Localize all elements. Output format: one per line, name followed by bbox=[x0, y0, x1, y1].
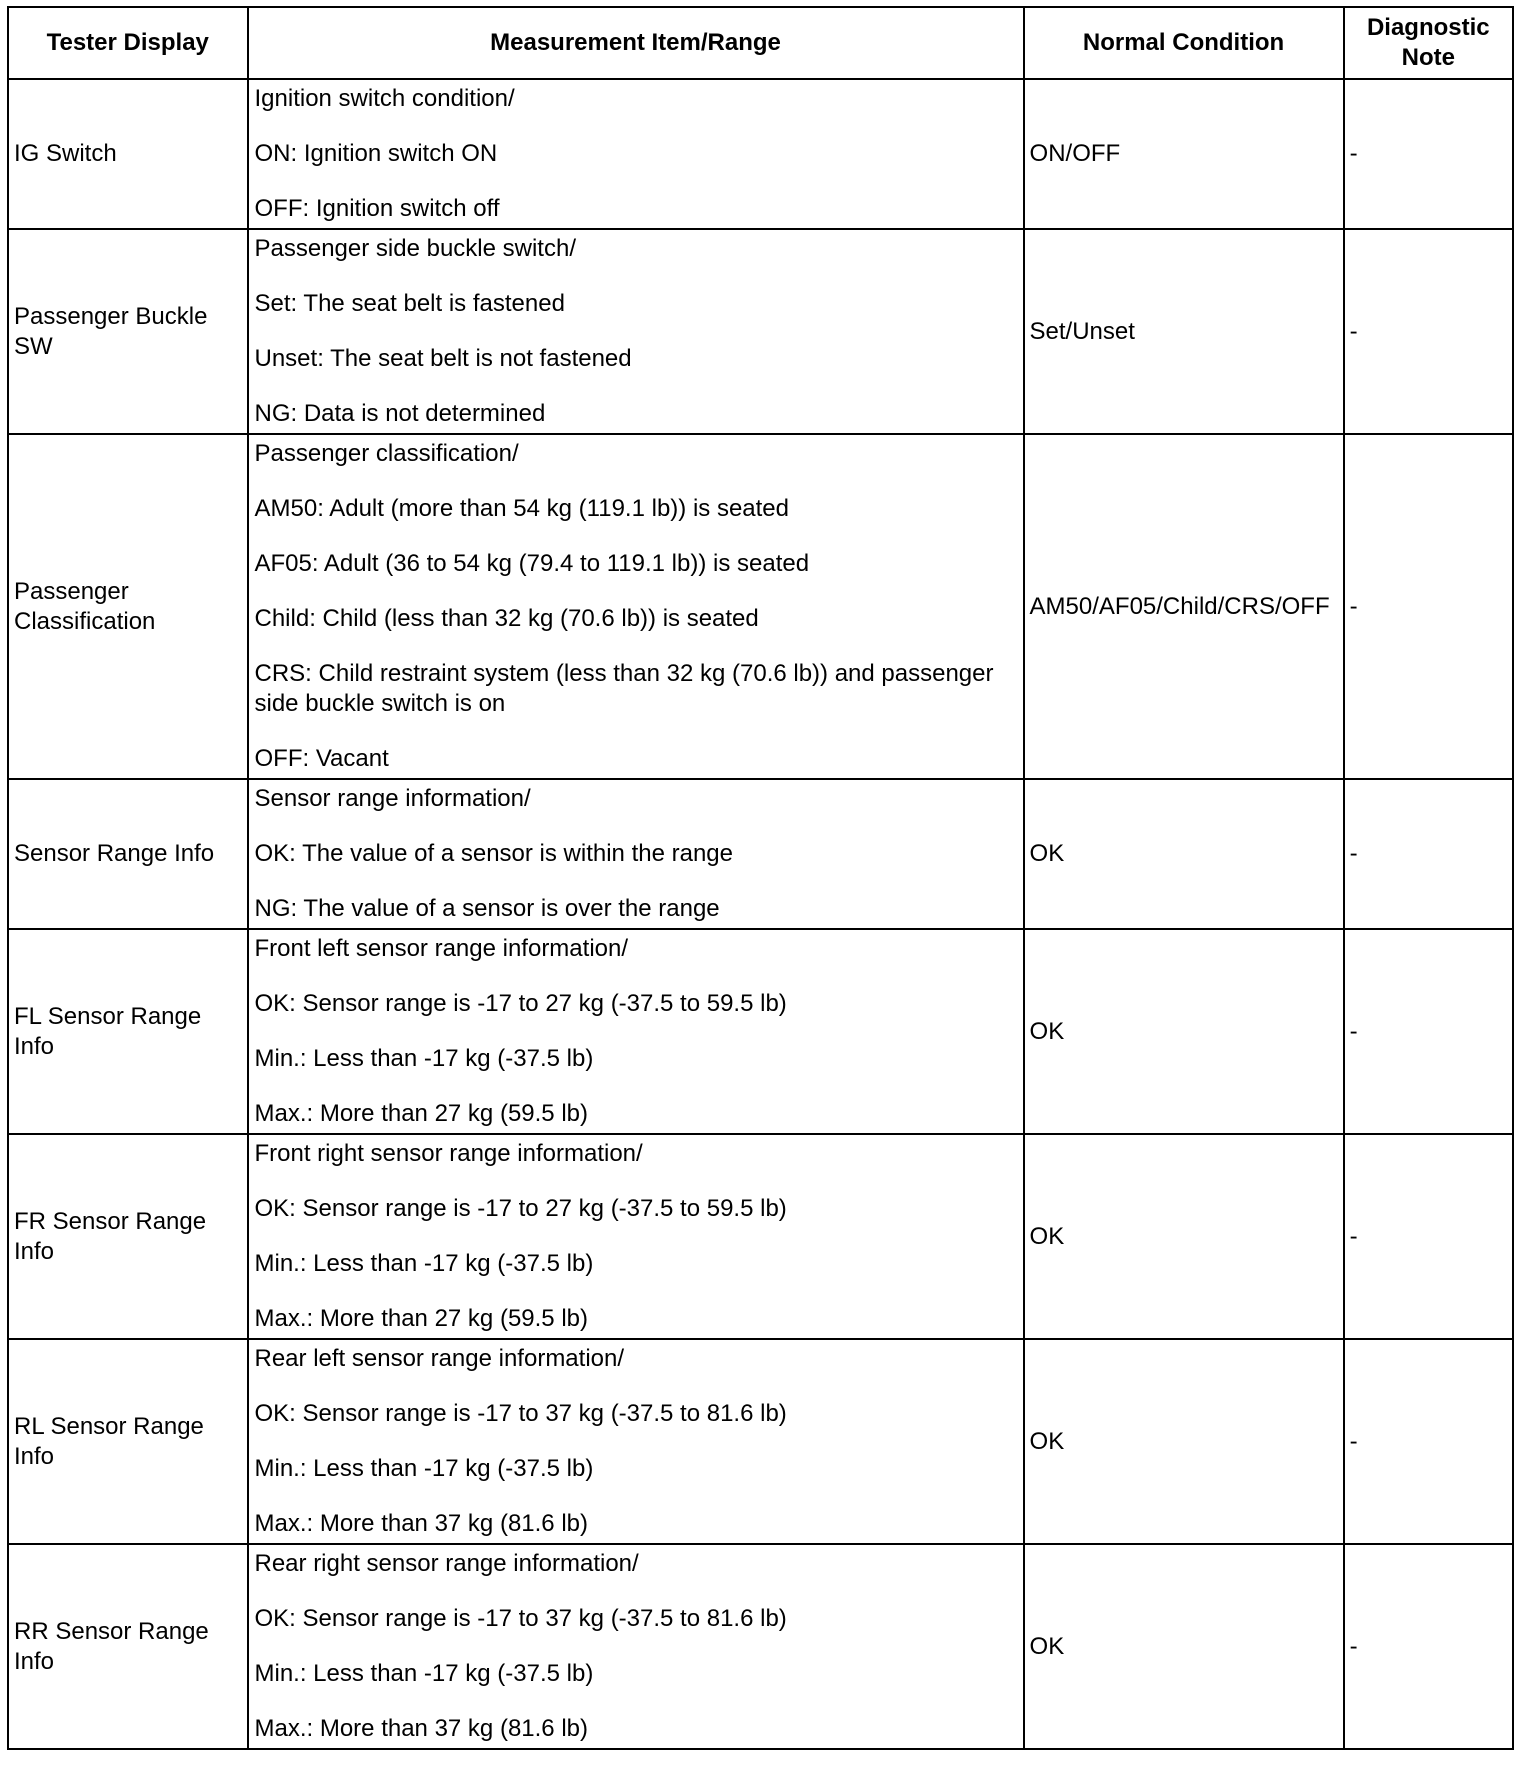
measurement-line: OK: Sensor range is -17 to 37 kg (-37.5 to 81.6 lb) bbox=[254, 1400, 787, 1427]
diagnostic-note-cell: - bbox=[1344, 79, 1513, 229]
normal-condition-cell: Set/Unset bbox=[1024, 229, 1344, 434]
measurement-line: Set: The seat belt is fastened bbox=[254, 290, 565, 317]
measurement-cell bbox=[248, 229, 1024, 434]
header-tester-display: Tester Display bbox=[8, 7, 248, 79]
tester-display-cell: FL Sensor Range Info bbox=[8, 929, 248, 1134]
measurement-line: NG: Data is not determined bbox=[254, 400, 546, 427]
measurement-line: Min.: Less than -17 kg (-37.5 lb) bbox=[254, 1045, 594, 1072]
measurement-line: Child: Child (less than 32 kg (70.6 lb)) is seated bbox=[254, 605, 759, 632]
measurement-cell bbox=[248, 1134, 1024, 1339]
measurement-line: Sensor range information/ bbox=[254, 785, 531, 812]
measurement-cell bbox=[248, 929, 1024, 1134]
tester-display-cell: Sensor Range Info bbox=[8, 779, 248, 929]
measurement-cell bbox=[248, 79, 1024, 229]
measurement-line: Max.: More than 37 kg (81.6 lb) bbox=[254, 1510, 588, 1537]
measurement-line: Max.: More than 37 kg (81.6 lb) bbox=[254, 1715, 588, 1742]
header-row bbox=[8, 7, 1513, 79]
measurement-cell bbox=[248, 779, 1024, 929]
header-diagnostic-note: Diagnostic Note bbox=[1344, 7, 1513, 79]
measurement-line: OK: Sensor range is -17 to 37 kg (-37.5 to 81.6 lb) bbox=[254, 1605, 787, 1632]
tester-display-cell: IG Switch bbox=[8, 79, 248, 229]
data-monitor-table bbox=[7, 6, 1514, 1750]
measurement-line: ON: Ignition switch ON bbox=[254, 140, 498, 167]
measurement-line: Max.: More than 27 kg (59.5 lb) bbox=[254, 1100, 588, 1127]
measurement-line: OFF: Vacant bbox=[254, 745, 389, 772]
normal-condition-cell: OK bbox=[1024, 929, 1344, 1134]
tester-display-cell: FR Sensor Range Info bbox=[8, 1134, 248, 1339]
normal-condition-cell: ON/OFF bbox=[1024, 79, 1344, 229]
normal-condition-cell: AM50/AF05/Child/CRS/OFF bbox=[1024, 434, 1344, 779]
diagnostic-note-cell: - bbox=[1344, 1339, 1513, 1544]
diagnostic-note-cell: - bbox=[1344, 229, 1513, 434]
normal-condition-cell: OK bbox=[1024, 779, 1344, 929]
measurement-line: Passenger classification/ bbox=[254, 440, 519, 467]
tester-display-cell: RL Sensor Range Info bbox=[8, 1339, 248, 1544]
tester-display-cell: Passenger Classification bbox=[8, 434, 248, 779]
measurement-cell bbox=[248, 1339, 1024, 1544]
measurement-line: Ignition switch condition/ bbox=[254, 85, 515, 112]
measurement-cell bbox=[248, 1544, 1024, 1749]
table-row bbox=[8, 779, 1513, 929]
measurement-line: Passenger side buckle switch/ bbox=[254, 235, 576, 262]
measurement-line: Front left sensor range information/ bbox=[254, 935, 629, 962]
measurement-line: Front right sensor range information/ bbox=[254, 1140, 643, 1167]
measurement-line: AM50: Adult (more than 54 kg (119.1 lb)) is seated bbox=[254, 495, 790, 522]
diagnostic-note-cell: - bbox=[1344, 434, 1513, 779]
table-row bbox=[8, 79, 1513, 229]
measurement-line: OK: Sensor range is -17 to 27 kg (-37.5 to 59.5 lb) bbox=[254, 990, 787, 1017]
measurement-line: Unset: The seat belt is not fastened bbox=[254, 345, 632, 372]
table-row bbox=[8, 1544, 1513, 1749]
diagnostic-note-cell: - bbox=[1344, 779, 1513, 929]
header-measurement: Measurement Item/Range bbox=[248, 7, 1024, 79]
diagnostic-note-cell: - bbox=[1344, 1134, 1513, 1339]
normal-condition-cell: OK bbox=[1024, 1339, 1344, 1544]
measurement-line: Max.: More than 27 kg (59.5 lb) bbox=[254, 1305, 588, 1332]
measurement-line: Min.: Less than -17 kg (-37.5 lb) bbox=[254, 1455, 594, 1482]
table-row bbox=[8, 229, 1513, 434]
measurement-line: OK: The value of a sensor is within the range bbox=[254, 840, 733, 867]
measurement-line: CRS: Child restraint system (less than 32 kg (70.6 lb)) and passenger side buckle switch is on bbox=[254, 660, 994, 717]
measurement-line: OK: Sensor range is -17 to 27 kg (-37.5 to 59.5 lb) bbox=[254, 1195, 787, 1222]
measurement-line: Rear left sensor range information/ bbox=[254, 1345, 625, 1372]
measurement-cell bbox=[248, 434, 1024, 779]
measurement-line: NG: The value of a sensor is over the range bbox=[254, 895, 720, 922]
table-row bbox=[8, 929, 1513, 1134]
table-row bbox=[8, 1339, 1513, 1544]
diagnostic-note-cell: - bbox=[1344, 929, 1513, 1134]
normal-condition-cell: OK bbox=[1024, 1134, 1344, 1339]
table-row bbox=[8, 434, 1513, 779]
measurement-line: Min.: Less than -17 kg (-37.5 lb) bbox=[254, 1250, 594, 1277]
diagnostic-note-cell: - bbox=[1344, 1544, 1513, 1749]
tester-display-cell: Passenger Buckle SW bbox=[8, 229, 248, 434]
measurement-line: AF05: Adult (36 to 54 kg (79.4 to 119.1 lb)) is seated bbox=[254, 550, 810, 577]
measurement-line: Rear right sensor range information/ bbox=[254, 1550, 639, 1577]
tester-display-cell: RR Sensor Range Info bbox=[8, 1544, 248, 1749]
measurement-line: Min.: Less than -17 kg (-37.5 lb) bbox=[254, 1660, 594, 1687]
table-row bbox=[8, 1134, 1513, 1339]
normal-condition-cell: OK bbox=[1024, 1544, 1344, 1749]
header-normal-condition: Normal Condition bbox=[1024, 7, 1344, 79]
measurement-line: OFF: Ignition switch off bbox=[254, 195, 500, 222]
